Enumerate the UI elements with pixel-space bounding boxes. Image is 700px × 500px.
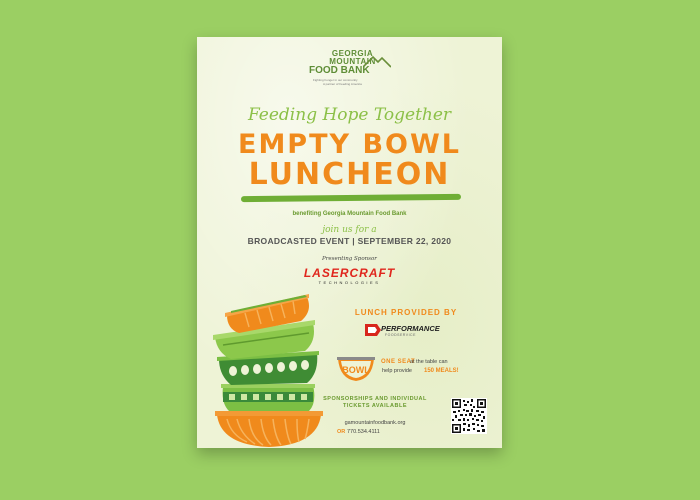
performance-logo-sub: FOODSERVICE (385, 333, 416, 337)
food-bank-logo (305, 49, 400, 89)
qr-code[interactable] (451, 398, 487, 434)
performance-logo-name: PERFORMANCE (381, 324, 440, 333)
join-text: join us for a (322, 225, 377, 235)
one-seat-text: ONE SEAT (381, 359, 416, 365)
bowl-icon (337, 353, 375, 383)
help-provide-text: help provide (382, 368, 412, 374)
presenting-sponsor-label: Presenting Sponsor (322, 256, 377, 262)
benefiting-text: benefiting Georgia Mountain Food Bank (292, 211, 407, 217)
sponsorships-line-2: TICKETS AVAILABLE (342, 403, 407, 409)
logo-tagline: Fighting hunger in our community (313, 78, 358, 82)
title-line-1: EMPTY BOWL (238, 129, 461, 160)
meals-count: 150 MEALS! (424, 368, 459, 374)
stacked-bowls-illustration (209, 287, 329, 448)
event-date: BROADCASTED EVENT | SEPTEMBER 22, 2020 (247, 236, 452, 246)
brush-stroke-divider (241, 194, 461, 202)
bowl-icon-label: BOWL (342, 365, 370, 375)
phone-number: 770.534.4111 (347, 429, 380, 435)
at-table-text: at the table can (410, 359, 448, 365)
performance-logo-icon (365, 324, 381, 336)
logo-subtagline: A partner of Feeding America (323, 82, 362, 86)
or-text: OR (337, 429, 346, 435)
sponsor-logo-name: LASERCRAFT (303, 266, 396, 280)
lunch-provided-heading: LUNCH PROVIDED BY (354, 308, 458, 317)
title-line-2: LUNCHEON (248, 157, 451, 192)
sponsor-logo-sub: TECHNOLOGIES (318, 280, 381, 285)
sponsorships-line-1: SPONSORSHIPS AND INDIVIDUAL (323, 396, 427, 402)
script-tagline: Feeding Hope Together (247, 105, 452, 125)
logo-line-1: GEORGIA (331, 49, 374, 58)
logo-line-3: FOOD BANK (309, 65, 370, 76)
website-link[interactable]: gamountainfoodbank.org (344, 420, 406, 426)
logo-line-2: MOUNTAIN (329, 57, 376, 66)
event-flyer (197, 37, 502, 448)
